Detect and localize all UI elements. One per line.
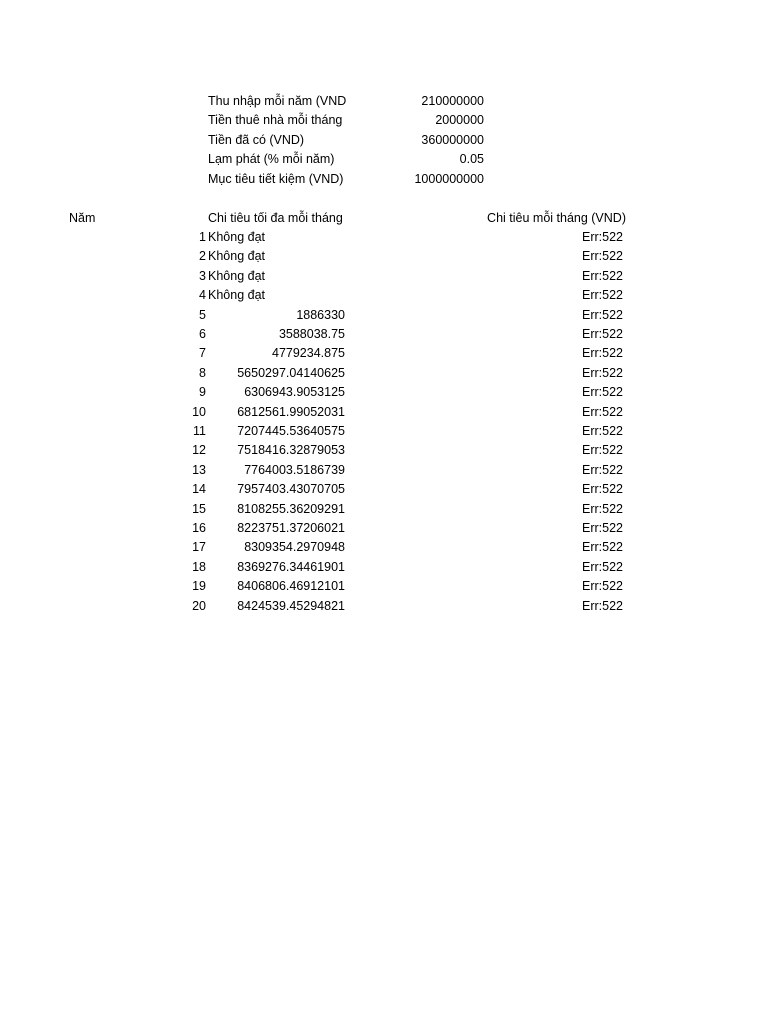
- year-cell: 5: [199, 307, 206, 322]
- monthly-spend-cell: Err:522: [582, 346, 623, 361]
- table-row: [0, 286, 768, 305]
- monthly-spend-cell: Err:522: [582, 249, 623, 264]
- monthly-spend-cell: Err:522: [582, 404, 623, 419]
- year-cell: 7: [199, 346, 206, 361]
- table-row: [0, 577, 768, 596]
- max-monthly-cell: 7518416.32879053: [237, 443, 345, 458]
- max-monthly-cell: 8406806.46912101: [237, 579, 345, 594]
- year-cell: 14: [192, 482, 206, 497]
- year-cell: 18: [192, 559, 206, 574]
- max-monthly-cell: 8369276.34461901: [237, 559, 345, 574]
- monthly-spend-cell: Err:522: [582, 288, 623, 303]
- monthly-spend-cell: Err:522: [582, 540, 623, 555]
- monthly-spend-cell: Err:522: [582, 327, 623, 341]
- monthly-spend-cell: Err:522: [582, 521, 623, 535]
- year-cell: 10: [192, 404, 206, 419]
- parameter-value: 2000000: [435, 113, 484, 128]
- monthly-spend-cell: Err:522: [582, 462, 623, 477]
- year-cell: 4: [199, 288, 206, 303]
- max-monthly-cell: 3588038.75: [278, 327, 345, 341]
- year-cell: 6: [199, 327, 206, 341]
- table-row: [0, 267, 768, 286]
- monthly-spend-cell: Err:522: [582, 307, 623, 322]
- monthly-spend-cell: Err:522: [582, 365, 623, 380]
- table-row: [0, 597, 768, 616]
- parameter-value: 0.05: [459, 152, 484, 167]
- parameter-label: Tiền thuê nhà mỗi tháng: [208, 113, 343, 128]
- max-monthly-cell: Không đạt: [208, 230, 265, 244]
- monthly-spend-cell: Err:522: [582, 424, 623, 438]
- max-monthly-cell: Không đạt: [208, 268, 265, 283]
- max-monthly-cell: 6812561.99052031: [237, 404, 345, 419]
- year-cell: 1: [199, 230, 206, 244]
- table-row: [0, 325, 768, 344]
- table-header-row: [0, 209, 768, 228]
- header-max-monthly: Chi tiêu tối đa mỗi tháng: [208, 210, 343, 225]
- max-monthly-cell: 7764003.5186739: [244, 462, 345, 477]
- parameter-value: 360000000: [421, 132, 484, 147]
- parameter-label: Thu nhập mỗi năm (VND: [208, 94, 347, 108]
- header-year: Năm: [69, 210, 96, 225]
- monthly-spend-cell: Err:522: [582, 385, 623, 400]
- max-monthly-cell: Không đạt: [208, 249, 265, 264]
- max-monthly-cell: 7957403.43070705: [237, 482, 345, 497]
- max-monthly-cell: 1886330: [296, 307, 345, 322]
- table-row: [0, 247, 768, 266]
- table-row: [0, 461, 768, 480]
- monthly-spend-cell: Err:522: [582, 598, 623, 613]
- year-cell: 11: [193, 424, 206, 438]
- parameter-row: [0, 150, 768, 169]
- year-cell: 20: [192, 598, 206, 613]
- monthly-spend-cell: Err:522: [582, 501, 623, 516]
- year-cell: 17: [192, 540, 206, 555]
- table-row: [0, 480, 768, 499]
- table-row: [0, 538, 768, 557]
- max-monthly-cell: 6306943.9053125: [244, 385, 345, 400]
- parameter-row: [0, 111, 768, 130]
- max-monthly-cell: 8424539.45294821: [237, 598, 345, 613]
- parameter-value: 1000000000: [414, 171, 484, 186]
- monthly-spend-cell: Err:522: [582, 443, 623, 458]
- max-monthly-cell: 8309354.2970948: [244, 540, 345, 555]
- year-cell: 2: [199, 249, 206, 264]
- parameter-value: 210000000: [421, 94, 484, 108]
- year-cell: 3: [199, 268, 206, 283]
- header-monthly-spend: Chi tiêu mỗi tháng (VND): [487, 210, 626, 225]
- table-row: [0, 558, 768, 577]
- year-cell: 19: [192, 579, 206, 594]
- table-row: [0, 519, 768, 538]
- max-monthly-cell: 7207445.53640575: [237, 424, 345, 438]
- max-monthly-cell: 4779234.875: [272, 346, 345, 361]
- parameter-label: Lạm phát (% mỗi năm): [208, 152, 335, 167]
- max-monthly-cell: 8108255.36209291: [237, 501, 345, 516]
- year-cell: 8: [199, 365, 206, 380]
- monthly-spend-cell: Err:522: [582, 559, 623, 574]
- table-row: [0, 344, 768, 363]
- year-cell: 15: [192, 501, 206, 516]
- table-row: [0, 403, 768, 422]
- max-monthly-cell: Không đạt: [208, 288, 265, 303]
- parameter-row: [0, 170, 768, 189]
- parameter-row: [0, 92, 768, 111]
- table-row: [0, 422, 768, 441]
- parameter-label: Mục tiêu tiết kiệm (VND): [208, 171, 344, 186]
- monthly-spend-cell: Err:522: [582, 230, 623, 244]
- max-monthly-cell: 5650297.04140625: [237, 365, 345, 380]
- year-cell: 12: [192, 443, 206, 458]
- table-row: [0, 306, 768, 325]
- monthly-spend-cell: Err:522: [582, 268, 623, 283]
- year-cell: 16: [192, 521, 206, 535]
- max-monthly-cell: 8223751.37206021: [237, 521, 345, 535]
- table-row: [0, 441, 768, 460]
- parameter-row: [0, 131, 768, 150]
- monthly-spend-cell: Err:522: [582, 579, 623, 594]
- year-cell: 13: [192, 462, 206, 477]
- year-cell: 9: [199, 385, 206, 400]
- table-row: [0, 228, 768, 247]
- table-row: [0, 500, 768, 519]
- parameter-label: Tiền đã có (VND): [208, 132, 305, 147]
- table-row: [0, 383, 768, 402]
- monthly-spend-cell: Err:522: [582, 482, 623, 497]
- table-row: [0, 364, 768, 383]
